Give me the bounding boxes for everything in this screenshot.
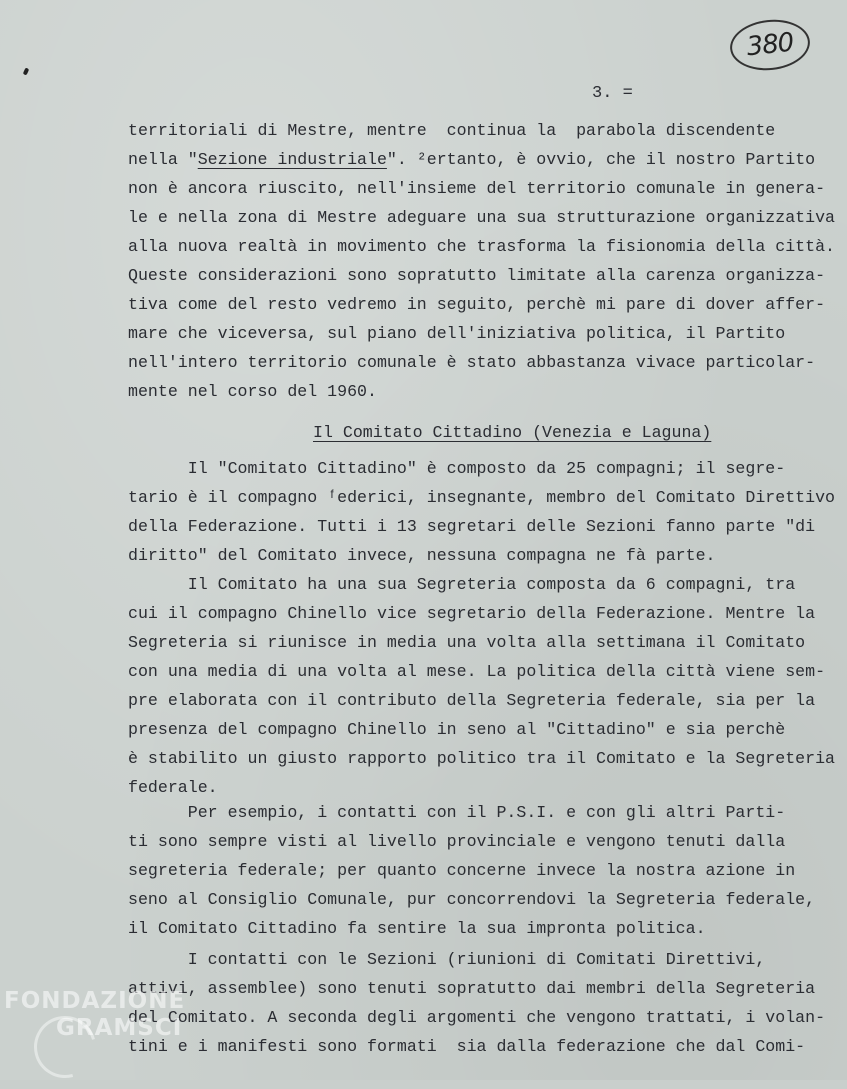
text-line: il Comitato Cittadino fa sentire la sua impronta politica. [128, 919, 706, 938]
text-line: tario è il compagno ᶠederici, insegnante, membro del Comitato Direttivo [128, 488, 836, 507]
text-line: pre elaborata con il contributo della Segreteria federale, sia per la [128, 691, 816, 710]
section-heading: Il Comitato Cittadino (Venezia e Laguna) [313, 423, 712, 442]
text-line: della Federazione. Tutti i 13 segretari delle Sezioni fanno parte "di [128, 517, 816, 536]
archive-number: 380 [745, 27, 795, 63]
text-line: non è ancora riuscito, nell'insieme del territorio comunale in genera- [128, 179, 826, 198]
text-line: cui il compagno Chinello vice segretario della Federazione. Mentre la [128, 604, 816, 623]
text-line: territoriali di Mestre, mentre continua la parabola discendente [128, 121, 776, 140]
text-line: le e nella zona di Mestre adeguare una sua strutturazione organizzativa [128, 208, 836, 227]
text-line: Segreteria si riunisce in media una volta alla settimana il Comitato [128, 633, 806, 652]
text-line: Queste considerazioni sono sopratutto limitate alla carenza organizza- [128, 266, 826, 285]
underlined-term: Sezione industriale [197, 150, 387, 169]
archive-number-stamp [728, 16, 813, 74]
text-line: del Comitato. A seconda degli argomenti che vengono trattati, i volan- [128, 1008, 826, 1027]
text-line: nell'intero territorio comunale è stato abbastanza vivace particolar- [128, 353, 816, 372]
watermark-line-1: FONDAZIONE [4, 988, 186, 1014]
ink-mark [23, 67, 30, 75]
text-line: I contatti con le Sezioni (riunioni di Comitati Direttivi, [128, 950, 766, 969]
text-line: tiva come del resto vedremo in seguito, perchè mi pare di dover affer- [128, 295, 826, 314]
text-line: tini e i manifesti sono formati sia dalla federazione che dal Comi- [128, 1037, 806, 1056]
text-line: presenza del compagno Chinello in seno al "Cittadino" e sia perchè [128, 720, 786, 739]
text-line: mente nel corso del 1960. [128, 382, 377, 401]
text-line: Per esempio, i contatti con il P.S.I. e con gli altri Parti- [128, 803, 786, 822]
text-fragment: ". ²ertanto, è ovvio, che il nostro Partito [386, 150, 816, 169]
text-line: mare che viceversa, sul piano dell'iniziativa politica, il Partito [128, 324, 786, 343]
text-line: seno al Consiglio Comunale, pur concorrendovi la Segreteria federale, [128, 890, 816, 909]
text-line: Il "Comitato Cittadino" è composto da 25 compagni; il segre- [128, 459, 786, 478]
watermark-line-2: GRAMSCI [56, 1015, 183, 1041]
watermark [4, 990, 185, 1040]
text-line: diritto" del Comitato invece, nessuna compagna ne fà parte. [128, 546, 716, 565]
text-fragment: nella " [128, 150, 198, 169]
text-line: attivi, assemblee) sono tenuti sopratutto dai membri della Segreteria [128, 979, 816, 998]
text-line: Il Comitato ha una sua Segreteria composta da 6 compagni, tra [128, 575, 796, 594]
text-line: con una media di una volta al mese. La politica della città viene sem- [128, 662, 826, 681]
page-number: 3. = [592, 84, 633, 103]
text-line: segreteria federale; per quanto concerne invece la nostra azione in [128, 861, 796, 880]
text-line: alla nuova realtà in movimento che trasforma la fisionomia della città. [128, 237, 836, 256]
text-line: federale. [128, 778, 218, 797]
text-line [128, 152, 815, 169]
text-line: ti sono sempre visti al livello provinciale e vengono tenuti dalla [128, 832, 786, 851]
text-line: è stabilito un giusto rapporto politico tra il Comitato e la Segreteria [128, 749, 836, 768]
